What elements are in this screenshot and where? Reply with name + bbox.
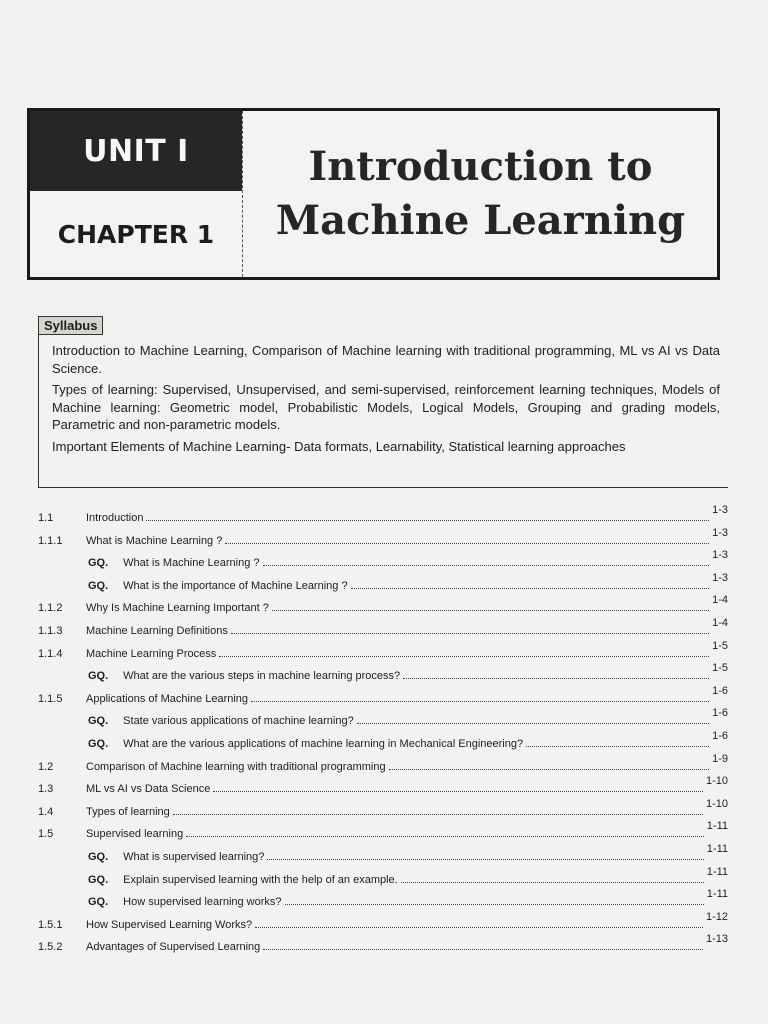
toc-leader-dots [526, 746, 709, 747]
toc-page-number: 1-4 [712, 617, 728, 629]
toc-page-number: 1-5 [712, 662, 728, 675]
toc-row [38, 933, 728, 955]
toc-row [38, 571, 728, 594]
toc-row [38, 549, 728, 571]
toc-entry [86, 820, 728, 841]
toc-entry [88, 843, 728, 863]
toc-entry [86, 639, 728, 660]
toc-entry-title: What is Machine Learning ? [123, 557, 260, 570]
toc-row [38, 843, 728, 865]
toc-leader-dots [263, 949, 703, 950]
toc-entry [88, 549, 728, 570]
toc-row [38, 820, 728, 842]
toc-row [38, 617, 728, 639]
toc-gq-tag: GQ. [88, 873, 109, 886]
toc-gq-tag: GQ. [88, 579, 109, 592]
toc-entry [86, 797, 728, 818]
toc-gq-tag: GQ. [88, 851, 109, 863]
toc-entry [86, 526, 728, 547]
toc-row [38, 526, 728, 549]
toc-entry-title: What is supervised learning? [123, 851, 265, 863]
toc-page-number: 1-3 [712, 526, 728, 539]
toc-row [38, 730, 728, 752]
toc-page-number: 1-3 [712, 549, 728, 562]
toc-entry-title: State various applications of machine learning? [123, 715, 354, 728]
toc-gq-tag: GQ. [88, 738, 109, 750]
toc-entry [86, 752, 728, 773]
toc-leader-dots [225, 543, 709, 544]
toc-page-number: 1-4 [712, 594, 728, 607]
header-divider [242, 111, 243, 277]
syllabus-paragraph: Important Elements of Machine Learning- Data formats, Learnability, Statistical learning approaches [52, 438, 626, 454]
toc-row [38, 865, 728, 888]
toc-gq-tag: GQ. [88, 557, 109, 570]
toc-leader-dots [263, 565, 710, 566]
toc-row [38, 662, 728, 684]
toc-page-number: 1-6 [712, 730, 728, 742]
toc-section-number: 1.2 [38, 760, 54, 773]
toc-entry-title: What is Machine Learning ? [86, 534, 223, 547]
toc-entry-title: Introduction [86, 512, 144, 524]
syllabus-label: Syllabus [38, 316, 103, 335]
toc-entry-title: What are the various steps in machine learning process? [123, 670, 401, 683]
toc-gq-tag: GQ. [88, 670, 109, 683]
toc-leader-dots [255, 927, 703, 928]
toc-row [38, 684, 728, 707]
toc-row [38, 910, 728, 933]
toc-section-number: 1.1.3 [38, 625, 63, 637]
toc-entry-title: Machine Learning Definitions [86, 625, 228, 637]
toc-row [38, 707, 728, 729]
toc-leader-dots [351, 588, 710, 589]
toc-entry-title: Applications of Machine Learning [86, 692, 249, 705]
toc-entry-title: Explain supervised learning with the help of an example. [123, 873, 398, 886]
toc-entry-title: How supervised learning works? [123, 896, 282, 909]
toc-entry-title: ML vs AI vs Data Science [86, 783, 211, 796]
toc-page-number: 1-11 [706, 820, 728, 833]
syllabus-text [52, 342, 720, 459]
toc-entry-title: What is the importance of Machine Learning ? [123, 579, 348, 592]
toc-row [38, 797, 728, 820]
toc-leader-dots [213, 791, 703, 792]
toc-page-number: 1-11 [706, 843, 728, 855]
toc-row [38, 888, 728, 910]
toc-page-number: 1-3 [712, 571, 728, 584]
toc-page-number: 1-9 [712, 752, 728, 765]
toc-page-number: 1-5 [712, 639, 728, 652]
toc-section-number: 1.1.5 [38, 692, 63, 705]
toc-leader-dots [403, 678, 709, 679]
toc-entry [86, 910, 728, 931]
toc-row [38, 752, 728, 775]
toc-entry-title: Types of learning [86, 805, 170, 818]
toc-entry [86, 933, 728, 954]
toc-entry-title: Why Is Machine Learning Important ? [86, 602, 269, 615]
toc-entry [88, 707, 728, 728]
toc-leader-dots [173, 814, 703, 815]
toc-gq-tag: GQ. [88, 715, 109, 728]
toc-page-number: 1-3 [712, 504, 728, 516]
toc-leader-dots [219, 656, 709, 657]
toc-leader-dots [389, 769, 710, 770]
toc-page-number: 1-13 [705, 933, 728, 946]
toc-row [38, 639, 728, 662]
syllabus-paragraph: Introduction to Machine Learning, Comparison of Machine learning with traditional programming, ML vs AI vs Data Science. [52, 343, 720, 376]
toc-entry [88, 662, 728, 683]
toc-section-number: 1.1.4 [38, 647, 63, 660]
toc-entry-title: Advantages of Supervised Learning [86, 941, 261, 954]
toc-entry [86, 504, 728, 524]
toc-page-number: 1-11 [706, 865, 728, 878]
toc-leader-dots [357, 723, 709, 724]
toc-gq-tag: GQ. [88, 896, 109, 909]
toc-entry [88, 865, 728, 886]
toc-section-number: 1.4 [38, 805, 54, 818]
toc-page-number: 1-11 [706, 888, 728, 901]
toc-section-number: 1.1.1 [38, 534, 63, 547]
chapter-title: Introduction to Machine Learning [275, 143, 686, 244]
toc-page-number: 1-10 [705, 797, 728, 810]
toc-section-number: 1.5.2 [38, 941, 63, 954]
toc-section-number: 1.5 [38, 828, 54, 841]
toc-entry [86, 775, 728, 796]
toc-section-number: 1.5.1 [38, 918, 63, 931]
toc-page-number: 1-6 [712, 707, 728, 720]
chapter-header [27, 108, 720, 280]
toc-leader-dots [146, 520, 709, 521]
toc-page-number: 1-6 [712, 684, 728, 697]
toc-entry [86, 684, 728, 705]
toc-section-number: 1.1 [38, 512, 54, 524]
toc-page-number: 1-10 [705, 775, 728, 788]
toc-row [38, 504, 728, 526]
toc-entry [86, 594, 728, 615]
toc-entry [88, 730, 728, 750]
toc-entry-title: What are the various applications of machine learning in Mechanical Engineering? [123, 738, 524, 750]
toc-entry [88, 888, 728, 909]
toc-entry [88, 571, 728, 592]
toc-section-number: 1.3 [38, 783, 54, 796]
toc-leader-dots [231, 633, 709, 634]
toc-entry-title: Machine Learning Process [86, 647, 217, 660]
toc-leader-dots [186, 836, 704, 837]
toc-entry-title: How Supervised Learning Works? [86, 918, 253, 931]
toc-entry-title: Supervised learning [86, 828, 184, 841]
chapter-label: CHAPTER 1 [57, 219, 215, 249]
toc-leader-dots [267, 859, 703, 860]
syllabus-paragraph: Types of learning: Supervised, Unsupervised, and semi-supervised, reinforcement learning techniques, Models of Machine learning: Geometric model, Probabilistic Models, Logical Models, Grouping and grading models, Parametric and non-parametric models. [52, 382, 720, 432]
toc-page-number: 1-12 [705, 910, 728, 923]
toc-entry [86, 617, 728, 637]
toc-row [38, 775, 728, 797]
toc-leader-dots [285, 904, 704, 905]
toc-leader-dots [272, 610, 709, 611]
toc-entry-title: Comparison of Machine learning with traditional programming [86, 760, 386, 773]
unit-label: UNIT I [30, 111, 242, 191]
toc-leader-dots [401, 882, 704, 883]
toc-row [38, 594, 728, 616]
toc-leader-dots [251, 701, 709, 702]
toc-section-number: 1.1.2 [38, 602, 63, 615]
chapter-title-box [244, 111, 717, 277]
